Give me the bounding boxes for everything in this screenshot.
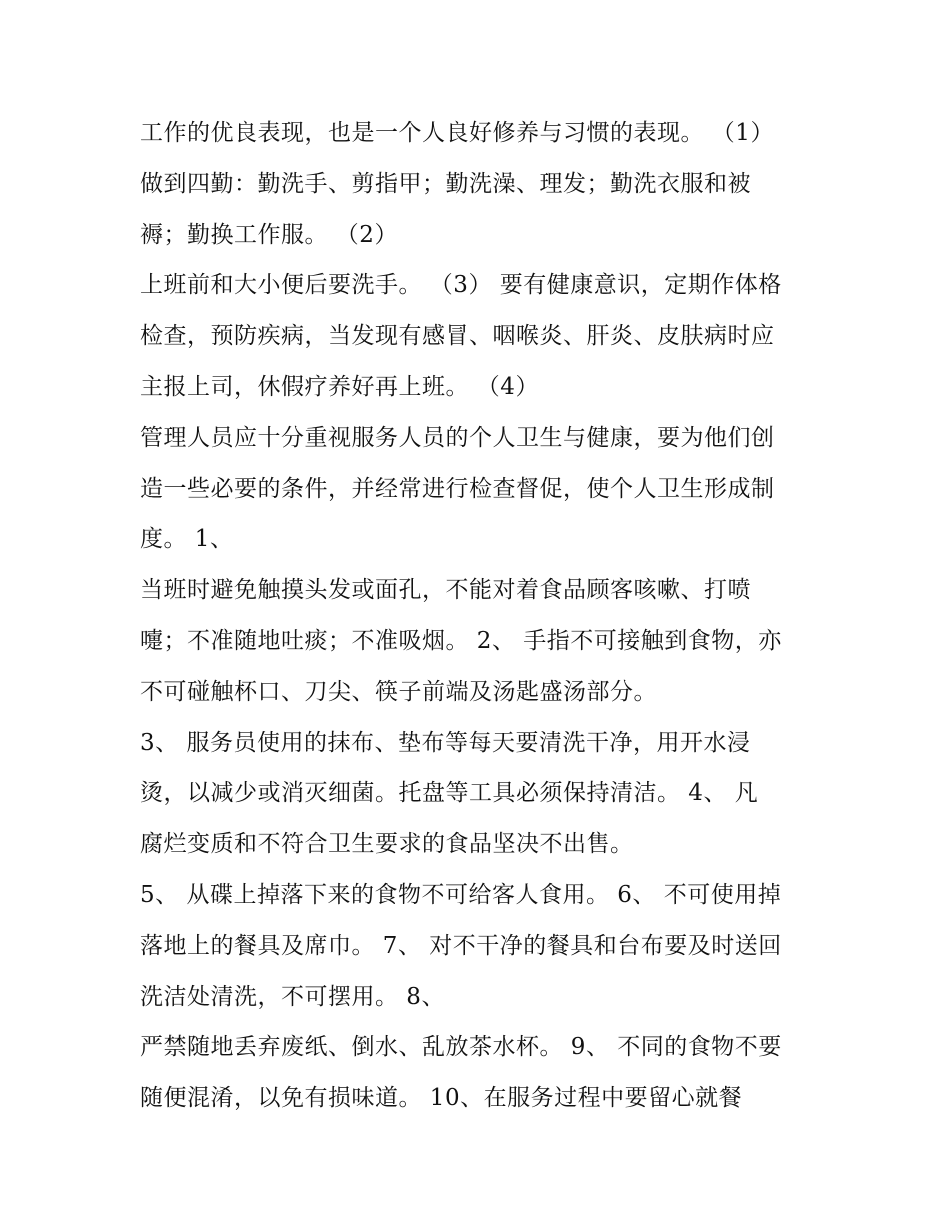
text-line: 造一些必要的条件，并经常进行检查督促，使个人卫生形成制 — [140, 475, 775, 502]
text-line: 做到四勤：勤洗手、剪指甲；勤洗澡、理发；勤洗衣服和被 — [140, 170, 751, 197]
text-line: 落地上的餐具及席巾。 7、 对不干净的餐具和台布要及时送回 — [140, 932, 782, 959]
text-line: 检查，预防疾病，当发现有感冒、咽喉炎、肝炎、皮肤病时应 — [140, 323, 775, 350]
text-line: 严禁随地丢弃废纸、倒水、乱放茶水杯。 9、 不同的食物不要 — [140, 1034, 782, 1061]
text-line: 洗洁处清洗，不可摆用。 8、 — [140, 983, 445, 1010]
text-line: 主报上司，休假疗养好再上班。 （4） — [140, 373, 539, 400]
text-line: 上班前和大小便后要洗手。 （3） 要有健康意识，定期作体格 — [140, 272, 782, 299]
text-line: 3、 服务员使用的抹布、垫布等每天要清洗干净，用开水浸 — [140, 729, 751, 756]
text-line: 工作的优良表现，也是一个人良好修养与习惯的表现。 （1） — [140, 120, 774, 146]
text-line: 嚏；不准随地吐痰；不准吸烟。 2、 手指不可接触到食物，亦 — [140, 627, 782, 654]
text-line: 5、 从碟上掉落下来的食物不可给客人食用。 6、 不可使用掉 — [140, 881, 782, 908]
text-line: 褥；勤换工作服。 （2） — [140, 221, 398, 248]
text-line: 当班时避免触摸头发或面孔，不能对着食品顾客咳嗽、打喷 — [140, 577, 751, 604]
text-line: 不可碰触杯口、刀尖、筷子前端及汤匙盛汤部分。 — [140, 678, 657, 705]
text-line: 腐烂变质和不符合卫生要求的食品坚决不出售。 — [140, 831, 634, 858]
text-line: 管理人员应十分重视服务人员的个人卫生与健康，要为他们创 — [140, 424, 775, 451]
body-text — [140, 108, 820, 1124]
text-line: 烫，以减少或消灭细菌。托盘等工具必须保持清洁。 4、 凡 — [140, 780, 759, 807]
text-line: 度。 1、 — [140, 526, 234, 553]
text-line: 随便混淆，以免有损味道。 10、在服务过程中要留心就餐 — [140, 1085, 743, 1112]
